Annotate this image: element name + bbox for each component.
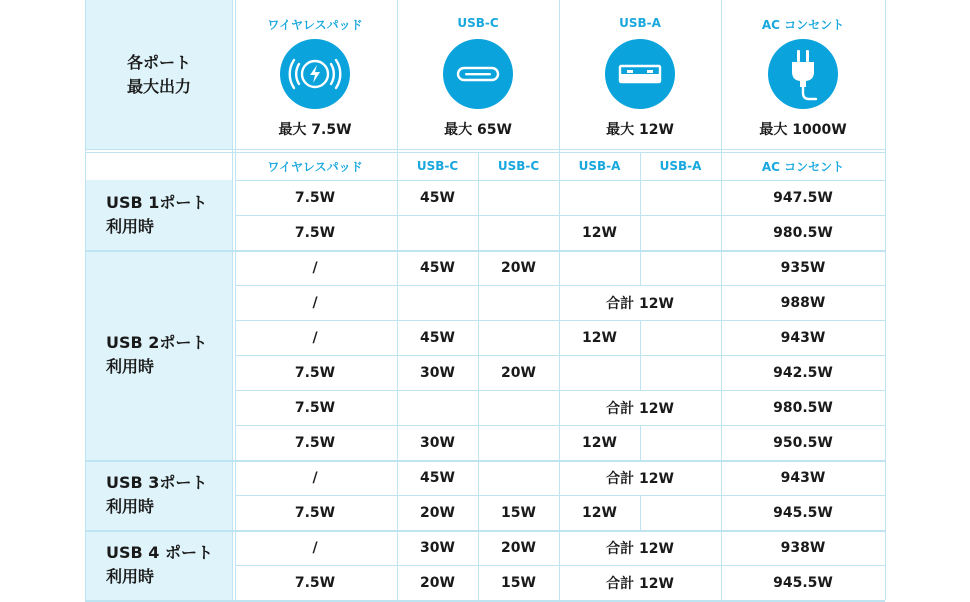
table-row xyxy=(85,495,885,530)
col-divider xyxy=(478,355,479,390)
cell-ac: 943W xyxy=(780,469,826,486)
subheader-usb-c-2: USB-C xyxy=(497,159,540,173)
cell-usbc2: 20W xyxy=(501,259,536,276)
col-divider xyxy=(478,425,479,460)
col-divider xyxy=(478,320,479,355)
col-divider xyxy=(478,565,479,600)
subheader-ac: AC コンセント xyxy=(761,159,845,174)
row-divider xyxy=(235,425,885,426)
cell-ac: 988W xyxy=(780,294,826,311)
port-title: USB-A xyxy=(619,16,661,30)
col-divider xyxy=(478,285,479,320)
col-divider xyxy=(640,215,641,250)
cell-wireless: 7.5W xyxy=(294,574,336,591)
cell-usba1: 12W xyxy=(582,434,617,451)
group-label: USB 2ポート 利用時 xyxy=(85,250,233,460)
row-divider xyxy=(235,285,885,286)
port-max-output: 最大 7.5W xyxy=(278,122,352,138)
cell-wireless: 7.5W xyxy=(294,399,336,416)
cell-usbc1: 20W xyxy=(420,504,455,521)
cell-ac: 945.5W xyxy=(773,504,833,521)
row-divider xyxy=(235,565,885,566)
row-divider xyxy=(235,495,885,496)
cell-ac: 950.5W xyxy=(773,434,833,451)
subheader-usb-c-1: USB-C xyxy=(416,159,459,173)
port-title: ワイヤレスパッド xyxy=(267,18,363,32)
cell-wireless: / xyxy=(312,329,318,346)
cell-usbc2: 15W xyxy=(501,504,536,521)
col-divider xyxy=(478,215,479,250)
cell-usbc1: 30W xyxy=(420,434,455,451)
port-title: AC コンセント xyxy=(761,18,845,32)
cell-usbc1: 45W xyxy=(420,259,455,276)
group-label: USB 3ポート 利用時 xyxy=(85,460,233,530)
usb-a-port-icon xyxy=(605,39,675,109)
cell-usba1: 12W xyxy=(582,224,617,241)
table-row xyxy=(85,215,885,250)
cell-ac: 945.5W xyxy=(773,574,833,591)
cell-usba_total: 合計 12W xyxy=(606,295,674,312)
col-divider xyxy=(640,180,641,215)
cell-wireless: / xyxy=(312,259,318,276)
table-row xyxy=(85,320,885,355)
cell-wireless: 7.5W xyxy=(294,434,336,451)
cell-usbc1: 45W xyxy=(420,329,455,346)
table-row xyxy=(85,285,885,320)
group-label: USB 4 ポート 利用時 xyxy=(85,530,233,600)
cell-ac: 943W xyxy=(780,329,826,346)
cell-ac: 935W xyxy=(780,259,826,276)
port-header-usb-a xyxy=(559,0,721,150)
col-divider xyxy=(478,250,479,285)
row-divider xyxy=(235,180,885,181)
subheader-wireless: ワイヤレスパッド xyxy=(267,159,363,174)
cell-wireless: 7.5W xyxy=(294,224,336,241)
col-divider xyxy=(640,250,641,285)
subheader-usb-a-2: USB-A xyxy=(659,159,702,173)
col-divider xyxy=(640,320,641,355)
col-divider xyxy=(478,495,479,530)
cell-usba1: 12W xyxy=(582,329,617,346)
table-row xyxy=(85,425,885,460)
header-divider xyxy=(85,152,885,153)
port-max-output: 最大 65W xyxy=(444,122,512,138)
table-row xyxy=(85,180,885,215)
cell-wireless: 7.5W xyxy=(294,504,336,521)
col-divider xyxy=(478,460,479,495)
cell-wireless: / xyxy=(312,469,318,486)
row-divider xyxy=(235,320,885,321)
cell-usbc1: 30W xyxy=(420,539,455,556)
cell-ac: 980.5W xyxy=(773,399,833,416)
ac-plug-icon xyxy=(768,39,838,109)
table-row xyxy=(85,460,885,495)
cell-usbc2: 15W xyxy=(501,574,536,591)
subheader-usb-a-1: USB-A xyxy=(578,159,621,173)
cell-ac: 942.5W xyxy=(773,364,833,381)
cell-usba_total: 合計 12W xyxy=(606,540,674,557)
group-divider xyxy=(85,460,885,462)
port-header-ac xyxy=(721,0,885,150)
col-divider xyxy=(640,495,641,530)
cell-wireless: / xyxy=(312,539,318,556)
port-max-output: 最大 12W xyxy=(606,122,674,138)
cell-usbc2: 20W xyxy=(501,364,536,381)
cell-ac: 938W xyxy=(780,539,826,556)
table-row xyxy=(85,355,885,390)
row-divider xyxy=(235,215,885,216)
col-divider xyxy=(721,0,722,600)
col-divider xyxy=(397,0,398,600)
cell-wireless: 7.5W xyxy=(294,189,336,206)
cell-wireless: 7.5W xyxy=(294,364,336,381)
row-divider xyxy=(235,390,885,391)
col-divider xyxy=(478,390,479,425)
max-output-header: 各ポート 最大出力 xyxy=(85,0,233,150)
col-divider xyxy=(559,0,560,600)
group-label: USB 1ポート 利用時 xyxy=(85,180,233,250)
col-divider xyxy=(885,0,886,600)
col-divider xyxy=(85,0,86,600)
group-divider xyxy=(85,530,885,532)
group-divider xyxy=(85,250,885,252)
port-header-wireless xyxy=(233,0,397,150)
cell-usbc1: 20W xyxy=(420,574,455,591)
cell-usbc1: 30W xyxy=(420,364,455,381)
table-row xyxy=(85,530,885,565)
cell-usba1: 12W xyxy=(582,504,617,521)
cell-usbc1: 45W xyxy=(420,189,455,206)
cell-ac: 980.5W xyxy=(773,224,833,241)
port-output-spec-table xyxy=(85,0,885,600)
header-col-divider xyxy=(235,0,236,600)
header-divider xyxy=(85,149,885,150)
cell-usbc2: 20W xyxy=(501,539,536,556)
col-divider xyxy=(478,530,479,565)
col-divider xyxy=(640,152,641,180)
port-max-output: 最大 1000W xyxy=(759,122,847,138)
table-row xyxy=(85,250,885,285)
table-row xyxy=(85,390,885,425)
col-divider xyxy=(478,152,479,180)
col-divider xyxy=(640,425,641,460)
col-divider xyxy=(478,180,479,215)
group-divider xyxy=(85,600,885,602)
cell-ac: 947.5W xyxy=(773,189,833,206)
cell-usbc1: 45W xyxy=(420,469,455,486)
port-title: USB-C xyxy=(457,16,499,30)
cell-usba_total: 合計 12W xyxy=(606,575,674,592)
cell-usba_total: 合計 12W xyxy=(606,400,674,417)
cell-wireless: / xyxy=(312,294,318,311)
header-col-divider xyxy=(232,0,233,600)
port-header-usb-c xyxy=(397,0,559,150)
wireless-charging-icon xyxy=(280,39,350,109)
cell-usba_total: 合計 12W xyxy=(606,470,674,487)
col-divider xyxy=(640,355,641,390)
usb-c-port-icon xyxy=(443,39,513,109)
table-row xyxy=(85,565,885,600)
row-divider xyxy=(235,355,885,356)
